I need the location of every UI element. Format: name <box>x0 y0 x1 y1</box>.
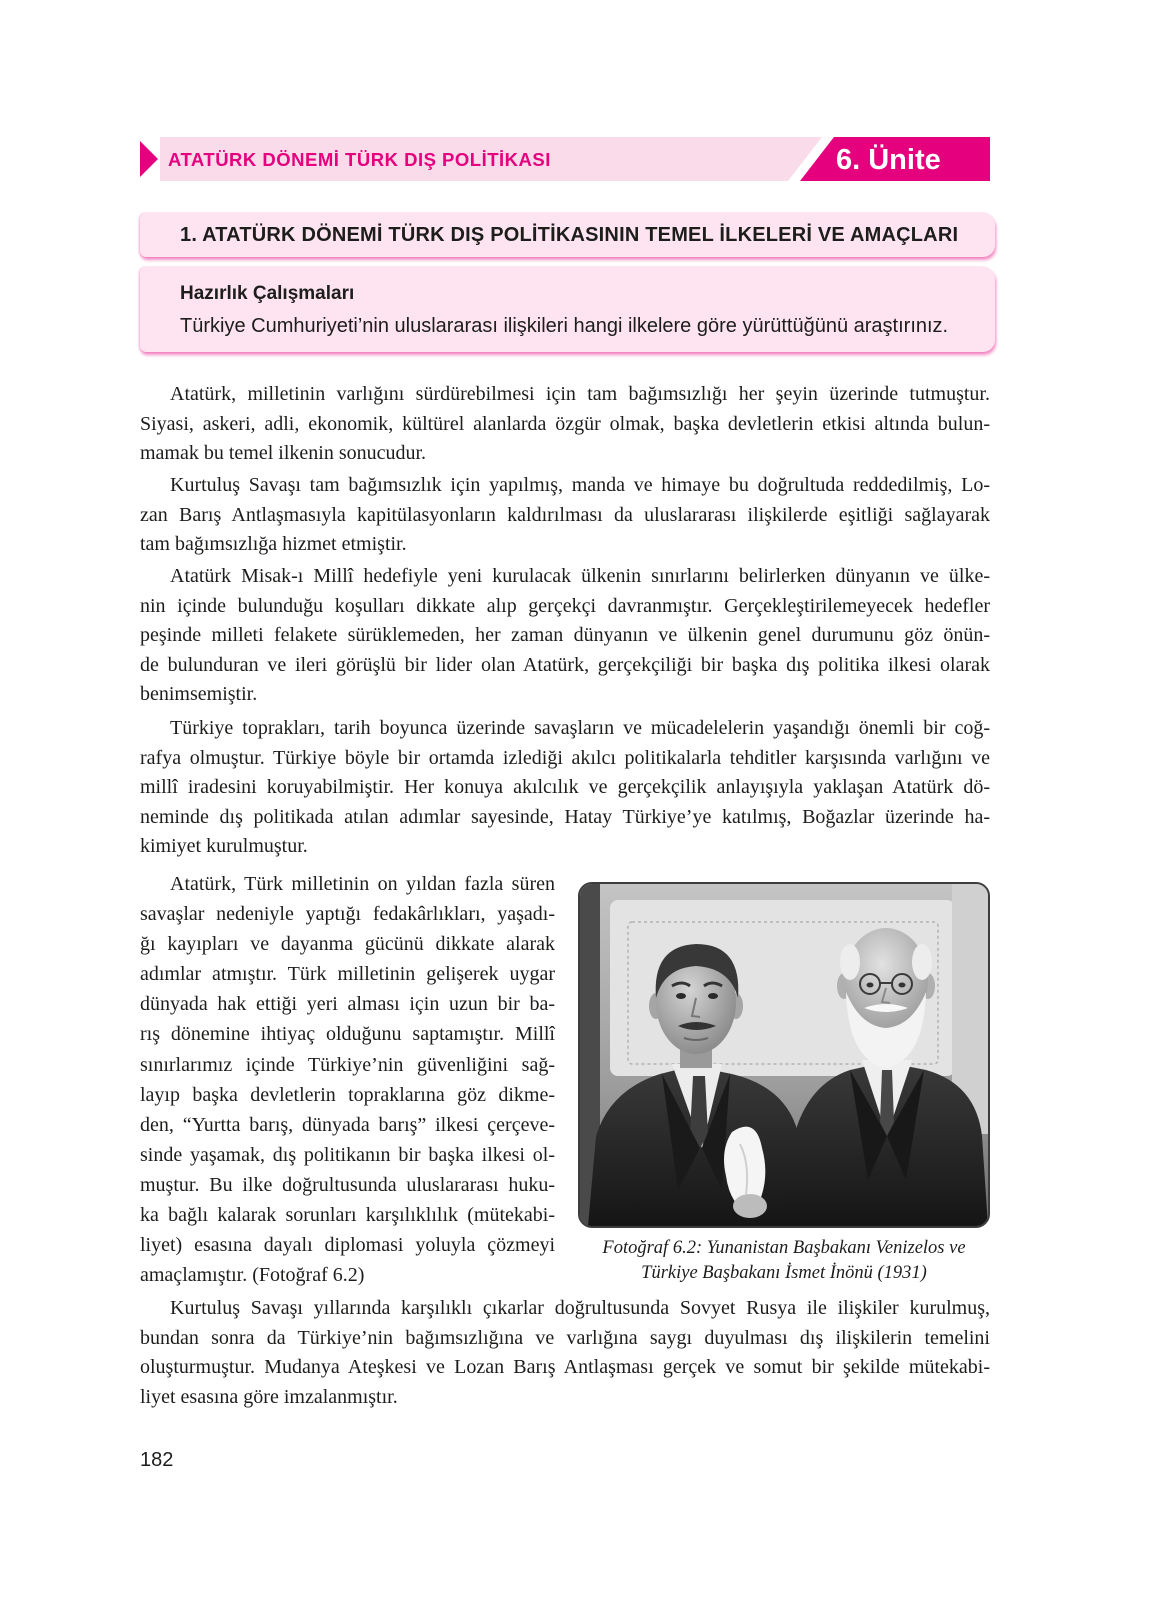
paragraph <box>140 1294 990 1412</box>
text-line: Kurtuluş Savaşı tam bağımsızlık için yapılmış, manda ve himaye bu doğrultuda reddedilmiş, Lo- <box>170 474 990 496</box>
text-line: liyet) esasına dayalı diplomasi yoluyla çözmeyi <box>140 1234 555 1257</box>
paragraph <box>140 869 555 1290</box>
header-arrow-icon <box>140 141 158 177</box>
caption-line: Türkiye Başbakanı İsmet İnönü (1931) <box>641 1263 927 1283</box>
text-line: millî iradesini koruyabilmiştir. Her konuya akılcılık ve gerçekçilik anlayışıyla yaklaşan Atatürk dö- <box>140 776 990 799</box>
text-line: Siyasi, askeri, adli, ekonomik, kültürel alanlarda özgür olmak, başka devletlerin etkisi altında bulun- <box>140 412 990 435</box>
text-line: rafya olmuştur. Türkiye böyle bir ortamda izlediği akılcı politikalarla tehditler karşısında varlığını ve <box>140 746 990 769</box>
text-line: bundan sonra da Türkiye’nin bağımsızlığına ve varlığına saygı duyulması dış ilişkilerin temelini <box>140 1326 990 1349</box>
text-line: tam bağımsızlığa hizmet etmiştir. <box>140 533 407 556</box>
text-line: Kurtuluş Savaşı yıllarında karşılıklı çıkarlar doğrultusunda Sovyet Rusya ile ilişkiler kurulmuş, <box>170 1297 990 1319</box>
text-line: zan Barış Antlaşmasıyla kapitülasyonların kaldırılması da uluslararası ilişkilerde eşitliği sağlayarak <box>140 503 990 526</box>
text-line: sinde yaşamak, dış politikanın bir başka ilkesi ol- <box>140 1143 555 1166</box>
text-line: dünyada hak ettiği yeri alması için uzun bir ba- <box>140 993 555 1016</box>
text-line: Atatürk, Türk milletinin on yıldan fazla süren <box>170 873 555 895</box>
text-line: benimsemiştir. <box>140 683 258 706</box>
text-line: den, “Yurtta barış, dünyada barış” ilkesi çerçeve- <box>140 1113 555 1136</box>
text-line: Atatürk Misak-ı Millî hedefiyle yeni kurulacak ülkenin sınırlarını belirlerken dünyanın ve ülke- <box>170 565 990 587</box>
text-line: Türkiye toprakları, tarih boyunca üzerinde savaşların ve mücadelelerin yaşandığı önemli bir coğ- <box>170 717 990 739</box>
text-line: sınırlarımız içinde Türkiye’nin güvenliğini sağ- <box>140 1053 555 1076</box>
text-line: adımlar atmıştır. Türk milletinin gelişerek uygar <box>140 963 555 986</box>
unit-label: 6. Ünite <box>836 144 941 176</box>
photo-caption <box>578 1236 990 1286</box>
section-heading: 1. ATATÜRK DÖNEMİ TÜRK DIŞ POLİTİKASININ TEMEL İLKELERİ VE AMAÇLARI <box>180 224 959 246</box>
section-heading-box <box>140 213 995 257</box>
paragraph <box>140 562 990 710</box>
text-line: layıp başka devletlerin topraklarına göz dikme- <box>140 1083 555 1106</box>
text-line: savaşlar nedeniyle yaptığı fedakârlıkları, yaşadı- <box>140 903 555 926</box>
text-line: peşinde milleti felakete sürüklemeden, her zaman dünyanın ve ülkenin genel durumunu göz önün- <box>140 624 990 647</box>
preparation-text: Türkiye Cumhuriyeti’nin uluslararası ilişkileri hangi ilkelere göre yürüttüğünü araştırınız. <box>180 315 949 337</box>
paragraph <box>140 714 990 862</box>
text-line: de bulunduran ve ileri görüşlü bir lider olan Atatürk, gerçekçiliği bir başka dış politika ilkesi olarak <box>140 653 990 676</box>
text-line: Atatürk, milletinin varlığını sürdürebilmesi için tam bağımsızlığı her şeyin üzerinde tutmuştur. <box>170 383 990 405</box>
text-line: ka bağlı kalarak sorunları karşılıklılık (mütekabi- <box>140 1204 555 1227</box>
text-line: muştur. Bu ilke doğrultusunda uluslararası huku- <box>140 1173 555 1196</box>
text-line: oluşturmuştur. Mudanya Ateşkesi ve Lozan Barış Antlaşması gerçek ve somut bir şekilde mütekabi- <box>140 1356 990 1379</box>
text-line: amaçlamıştır. (Fotoğraf 6.2) <box>140 1264 365 1287</box>
text-line: mamak bu temel ilkenin sonucudur. <box>140 442 427 465</box>
text-line: kimiyet kurulmuştur. <box>140 835 308 858</box>
preparation-title: Hazırlık Çalışmaları <box>180 283 355 304</box>
text-line: nin içinde bulunduğu koşulları dikkate alıp gerçekçi davranmıştır. Gerçekleştirilemeyecek hedefler <box>140 594 990 617</box>
caption-line: Fotoğraf 6.2: Yunanistan Başbakanı Venizelos ve <box>602 1238 966 1258</box>
page-number: 182 <box>140 1449 174 1471</box>
text-line: ğı kayıpları ve dayanma gücünü dikkate alarak <box>140 933 555 956</box>
paragraph <box>140 471 990 560</box>
text-line: liyet esasına göre imzalanmıştır. <box>140 1385 398 1408</box>
text-line: rış dönemine ihtiyaç olduğunu saptamıştır. Millî <box>140 1023 555 1046</box>
paragraph <box>140 380 990 469</box>
photo <box>578 882 990 1228</box>
preparation-box <box>140 267 995 352</box>
photo-image <box>580 884 988 1226</box>
section-title: ATATÜRK DÖNEMİ TÜRK DIŞ POLİTİKASI <box>168 149 551 170</box>
text-line: neminde dış politikada atılan adımlar sayesinde, Hatay Türkiye’ye katılmış, Boğazlar üzerinde ha- <box>140 805 990 828</box>
